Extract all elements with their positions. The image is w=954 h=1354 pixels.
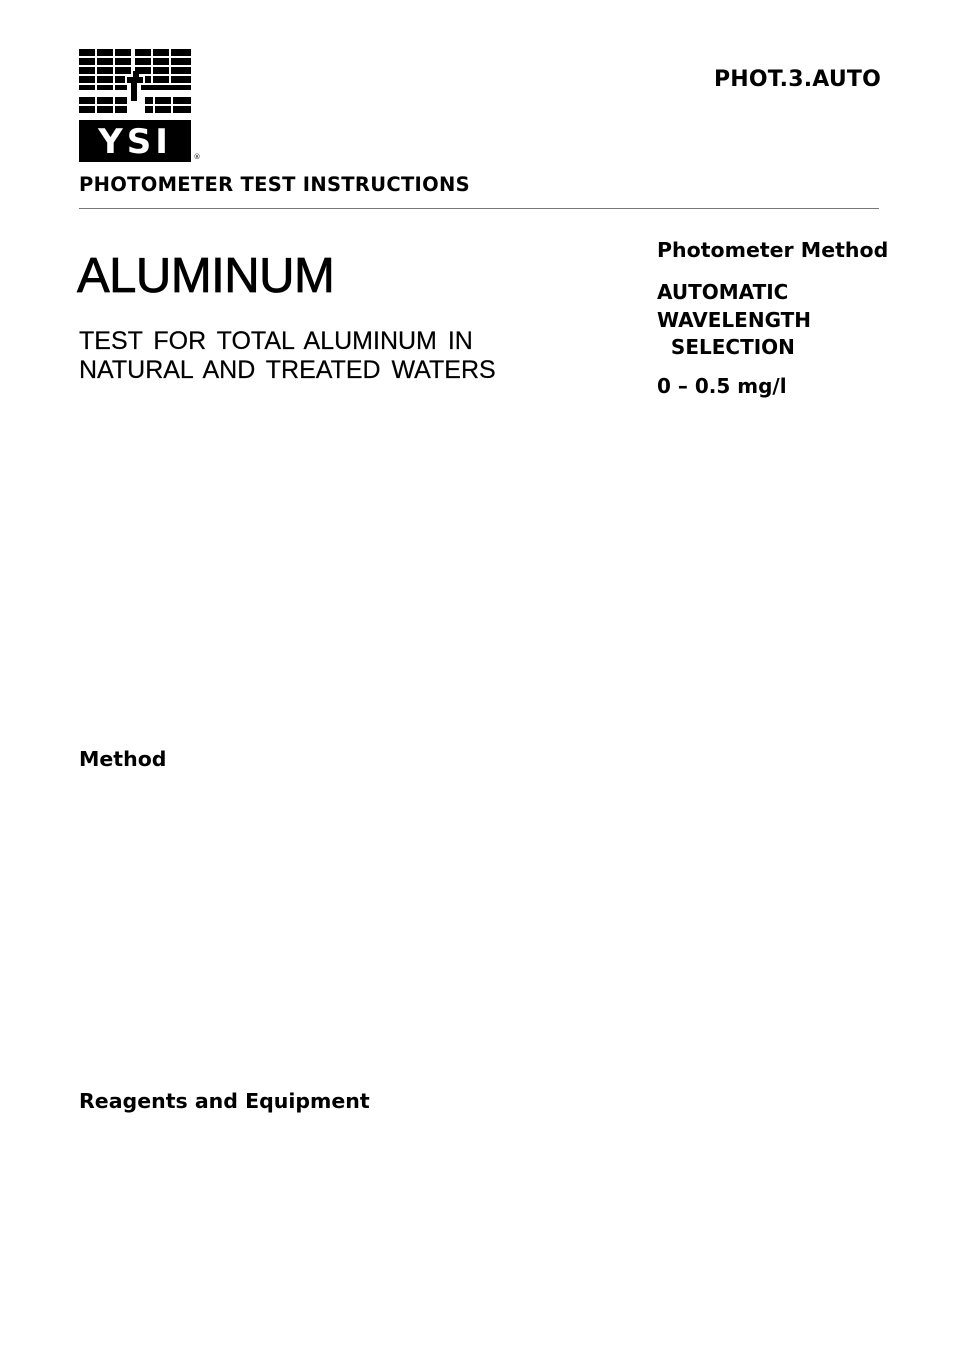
logo-wordmark: YSI [98, 122, 172, 162]
auto-line-1: AUTOMATIC [657, 280, 789, 304]
header-divider [79, 208, 879, 209]
method-heading: Method [79, 747, 167, 771]
page-title: ALUMINUM [77, 249, 335, 303]
measurement-range: 0 – 0.5 mg/l [657, 374, 787, 398]
wavelength-selection [657, 279, 811, 362]
auto-line-3: SELECTION [657, 335, 795, 359]
subtitle-line-1: TEST FOR TOTAL ALUMINUM IN [79, 327, 473, 355]
reagents-heading: Reagents and Equipment [79, 1089, 370, 1113]
registered-mark: ® [193, 153, 201, 161]
ysi-logo [79, 49, 205, 162]
auto-line-2: WAVELENGTH [657, 307, 812, 332]
page-subtitle [79, 327, 496, 385]
instructions-label: PHOTOMETER TEST INSTRUCTIONS [79, 173, 470, 196]
photometer-method-label: Photometer Method [657, 238, 889, 262]
document-code: PHOT.3.AUTO [713, 67, 881, 92]
subtitle-line-2: NATURAL AND TREATED WATERS [79, 356, 496, 384]
